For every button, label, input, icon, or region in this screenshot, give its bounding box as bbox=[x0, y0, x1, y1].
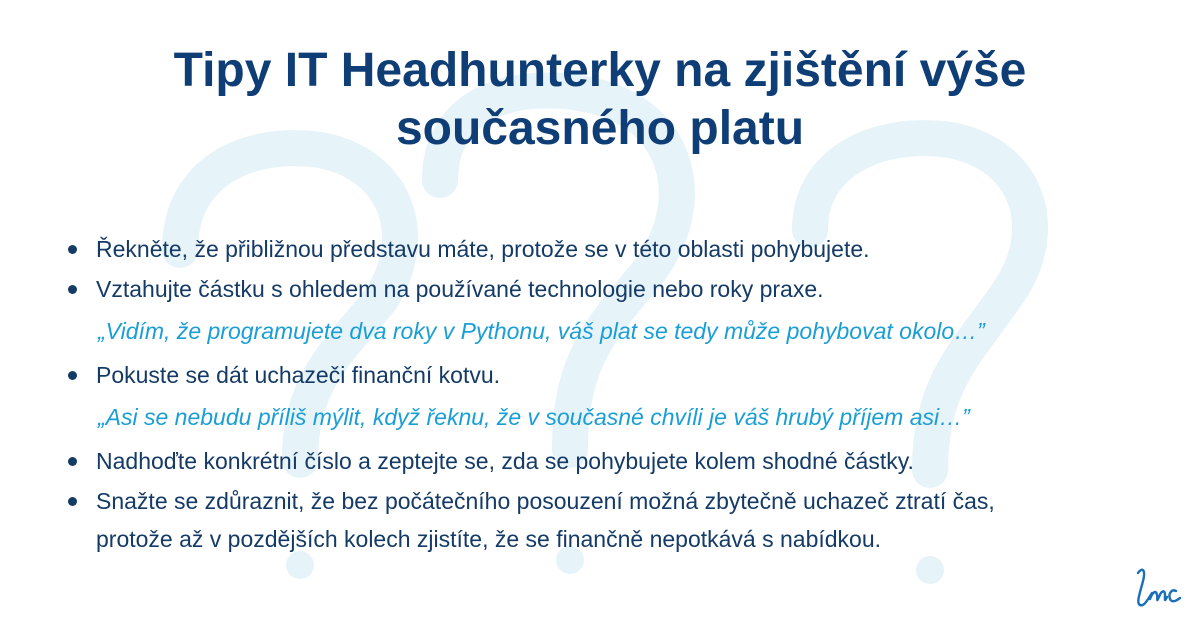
page-title-line-1: Tipy IT Headhunterky na zjištění výše bbox=[173, 44, 1027, 97]
bullet-icon bbox=[68, 457, 77, 466]
bullet-icon bbox=[68, 497, 77, 506]
tip-text: Řekněte, že přibližnou představu máte, protože se v této oblasti pohybujete. bbox=[96, 236, 870, 262]
tip-item bbox=[60, 482, 1170, 558]
tip-quote: „Asi se nebudu příliš mýlit, když řeknu, že v současné chvíli je váš hrubý příjem asi…” bbox=[98, 404, 970, 430]
page-title-line-2: současného platu bbox=[395, 102, 805, 155]
tip-text-line-2: protože až v pozdějších kolech zjistíte, že se finančně nepotkává s nabídkou. bbox=[96, 526, 882, 552]
page-title bbox=[0, 42, 1200, 158]
tip-item bbox=[60, 442, 1170, 480]
tips-list bbox=[60, 230, 1170, 560]
tip-text-line-1: Snažte se zdůraznit, že bez počátečního posouzení možná zbytečně uchazeč ztratí čas, bbox=[96, 488, 995, 514]
tip-quote: „Vidím, že programujete dva roky v Pythonu, váš plat se tedy může pohybovat okolo…” bbox=[98, 318, 985, 344]
tip-item bbox=[60, 230, 1170, 268]
tip-text: Nadhoďte konkrétní číslo a zeptejte se, zda se pohybujete kolem shodné částky. bbox=[96, 448, 914, 474]
tip-text: Vztahujte částku s ohledem na používané technologie nebo roky praxe. bbox=[96, 276, 824, 302]
tip-item bbox=[60, 270, 1170, 308]
bullet-icon bbox=[68, 371, 77, 380]
bullet-icon bbox=[68, 285, 77, 294]
bullet-icon bbox=[68, 245, 77, 254]
lmc-logo-icon bbox=[1128, 563, 1188, 615]
tip-text: Pokuste se dát uchazeči finanční kotvu. bbox=[96, 362, 501, 388]
tip-item bbox=[60, 356, 1170, 394]
